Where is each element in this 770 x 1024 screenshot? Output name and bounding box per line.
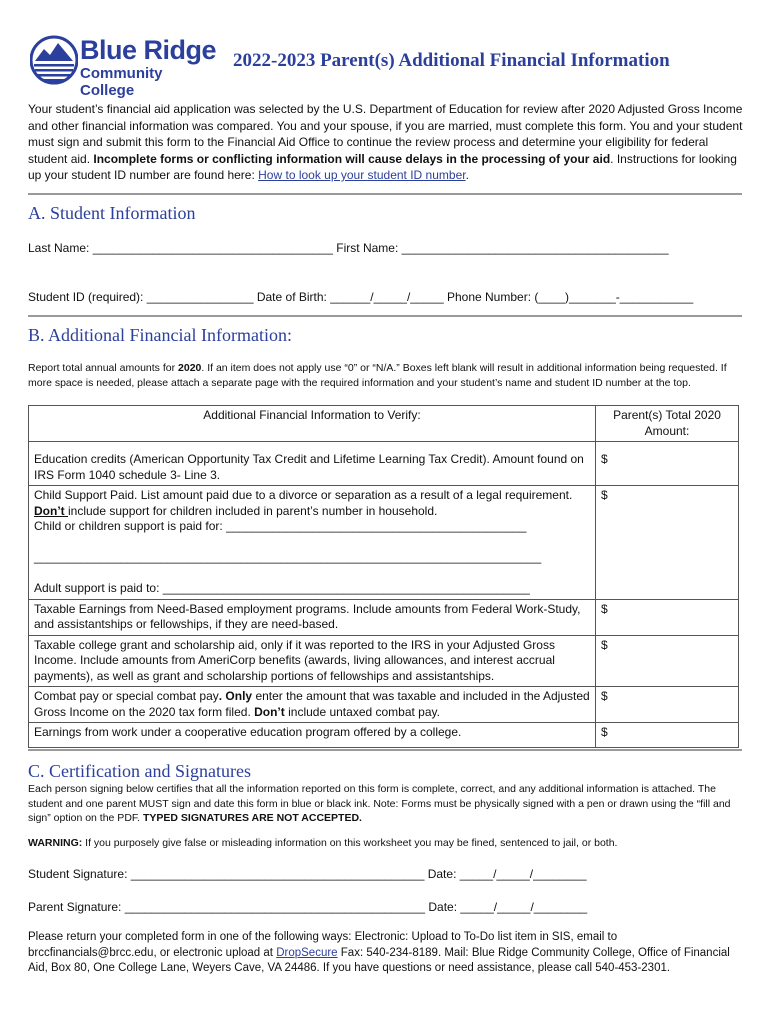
return-instructions: Please return your completed form in one of the following ways: Electronic: Upload to To-Do list item in SIS, email to brccfinancials@brcc.edu, or electronic upload at DropSecure Fax: 540-234-8189. Mail: Blue Ridge Community College, Office of Financial Aid, Box 80, One College Lane, Weyers Cave, VA 24486. If you have questions or need assistance, please call 540-453-2301.: [28, 931, 730, 974]
combat-pay-label: Combat pay or special combat pay. Only enter the amount that was taxable and included in the Adjusted Gross Income on the 2020 tax form filed. Don’t include untaxed combat pay.: [29, 687, 596, 723]
amount-input[interactable]: $: [596, 635, 739, 687]
section-a-heading: A. Student Information: [28, 203, 196, 223]
table-row: [29, 687, 739, 723]
amount-input[interactable]: $: [596, 599, 739, 635]
logo-name: Blue Ridge: [80, 35, 217, 65]
divider: [28, 193, 742, 195]
table-row: [29, 635, 739, 687]
student-signature-line[interactable]: Student Signature: ____________________________________________ Date: _____/_____/________: [28, 867, 587, 881]
amount-input[interactable]: $: [596, 486, 739, 600]
table-row: [29, 723, 739, 748]
parent-signature-line[interactable]: Parent Signature: _____________________________________________ Date: _____/_____/________: [28, 900, 588, 914]
divider: [28, 315, 742, 317]
name-fields-line[interactable]: Last Name: ____________________________________ First Name: ________________________________________: [28, 241, 669, 255]
children-supported-field[interactable]: Child or children support is paid for: _____________________________________________: [34, 519, 527, 533]
amount-input[interactable]: $: [596, 723, 739, 748]
table-header-row: [29, 406, 739, 442]
child-support-label: Child Support Paid. List amount paid due to a divorce or separation as a result of a legal requirement. Don’t include support for children included in parent’s number in household. Child or children support is paid for: _____________________________________________ ____________________________________________________________________________ Adult support is paid to: _______________________________________________________: [29, 486, 596, 600]
children-supported-field-2[interactable]: ____________________________________________________________________________: [34, 550, 542, 564]
intro-paragraph: Your student’s financial aid application was selected by the U.S. Department of Education for review after 2020 Adjusted Gross Income and other financial information was compared. You and your spouse, if you are married, must complete this form. You and your student must sign and submit this form to the Financial Aid Office to continue the review process and determine your eligibility for federal student aid. Incomplete forms or conflicting information will cause delays in the processing of your aid. Instructions for looking up your student ID number are found here: How to look up your student ID number.: [28, 102, 743, 182]
intro-warning: Incomplete forms or conflicting information will cause delays in the processing of your aid: [93, 151, 611, 166]
section-b-heading: B. Additional Financial Information:: [28, 325, 292, 345]
dropsecure-link[interactable]: DropSecure: [276, 946, 338, 959]
table-row: [29, 442, 739, 486]
column-header-item: Additional Financial Information to Verify:: [29, 406, 596, 442]
warning-text: WARNING: If you purposely give false or misleading information on this worksheet you may be fined, sentenced to jail, or both.: [28, 837, 618, 849]
logo-subtitle: Community College: [80, 65, 163, 99]
college-logo: [30, 35, 220, 99]
table-row: [29, 486, 739, 600]
adult-support-field[interactable]: Adult support is paid to: _______________________________________________________: [34, 581, 530, 595]
section-b-instructions: Report total annual amounts for 2020. If an item does not apply use “0” or “N/A.” Boxes left blank will result in additional information being requested. If more space is needed, please attach a separate page with the required information and your student’s name and student ID number at the top.: [28, 362, 727, 389]
intro-text-2: . Instructions for looking up your student ID number are found here:: [28, 151, 737, 182]
section-c-heading: C. Certification and Signatures: [28, 761, 251, 781]
table-row: [29, 599, 739, 635]
intro-text: Your student’s financial aid application was selected by the U.S. Department of Education for review after 2020 Adjusted Gross Income and other financial information was compared. You and your spouse, if you are married, must complete this form. You and your student must sign and submit this form to the Financial Aid Office to continue the review process and determine your eligibility for federal student aid.: [28, 102, 743, 166]
certification-text: Each person signing below certifies that all the information reported on this form is complete, correct, and any additional information is attached. The student and one parent MUST sign and date this form in blue or black ink. Note: Forms must be physically signed with a pen or drawn using the “fill and sign” option on the PDF. TYPED SIGNATURES ARE NOT ACCEPTED.: [28, 783, 731, 824]
financial-info-table: [28, 405, 739, 748]
amount-input[interactable]: $: [596, 687, 739, 723]
coop-earnings-label: Earnings from work under a cooperative education program offered by a college.: [29, 723, 596, 748]
divider: [28, 749, 742, 751]
education-credits-label: Education credits (American Opportunity Tax Credit and Lifetime Learning Tax Credit). Amount found on IRS Form 1040 schedule 3- Line 3.: [29, 442, 596, 486]
column-header-amount: Parent(s) Total 2020 Amount:: [596, 406, 739, 442]
page-title: 2022-2023 Parent(s) Additional Financial Information: [233, 50, 670, 71]
grant-scholarship-label: Taxable college grant and scholarship aid, only if it was reported to the IRS in your Adjusted Gross Income. Include amounts from AmeriCorp benefits (awards, living allowances, and interest accrual payments), as well as grant and scholarship portions of fellowships and assistantships.: [29, 635, 596, 687]
mountain-logo-icon: [30, 35, 78, 85]
need-based-earnings-label: Taxable Earnings from Need-Based employment programs. Include amounts from Federal Work-Study, and assistantships or fellowships, if they are need-based.: [29, 599, 596, 635]
amount-input[interactable]: $: [596, 442, 739, 486]
student-id-help-link[interactable]: How to look up your student ID number: [258, 168, 466, 182]
id-dob-phone-line[interactable]: Student ID (required): ________________ Date of Birth: ______/_____/_____ Phone Number: (____)_______-___________: [28, 290, 694, 304]
